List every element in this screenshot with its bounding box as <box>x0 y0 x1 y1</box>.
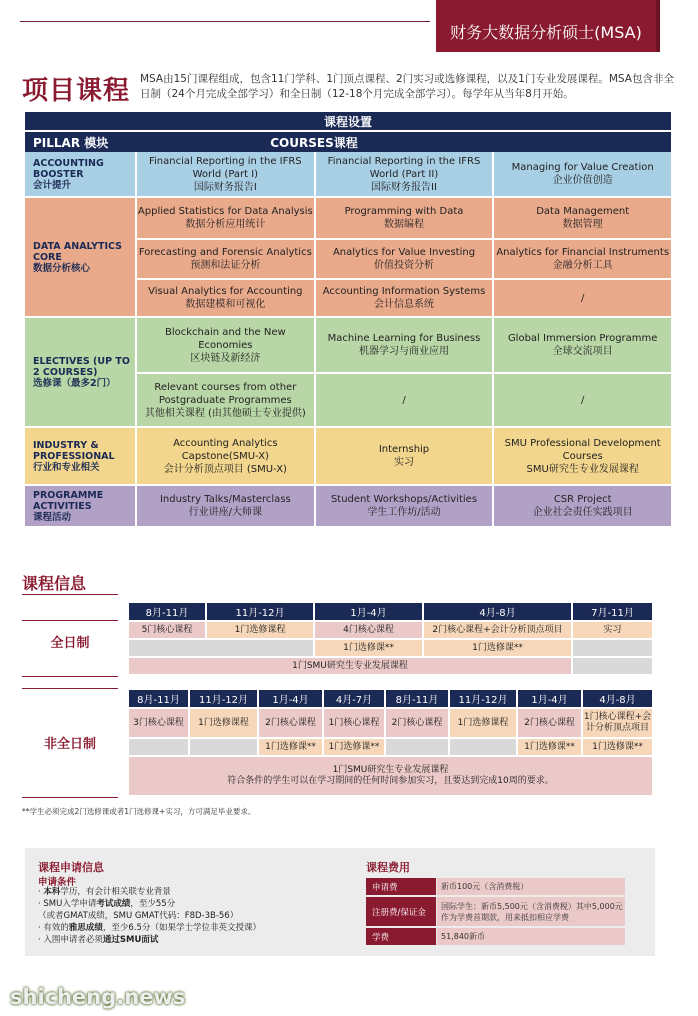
course-text: Industry Talks/Masterclass <box>159 494 291 505</box>
course-cell <box>137 374 314 426</box>
program-badge: 财务大数据分析硕士(MSA) <box>436 0 660 52</box>
month-header: 1月-4月 <box>518 690 581 707</box>
schedule-cell: 1门SMU研究生专业发展课程 <box>129 658 571 674</box>
schedule-rule <box>22 594 118 595</box>
course-cell <box>492 428 671 484</box>
pillar-header: PILLAR 模块 <box>33 135 109 150</box>
course-row <box>137 198 671 238</box>
month-header: 4月-8月 <box>583 690 652 707</box>
course-cell <box>137 280 314 316</box>
requirement-item: · 有效的雅思成绩，至少6.5分（如果学士学位非英文授课） <box>38 923 261 933</box>
course-text: Accounting Analytics Capstone(SMU-X) <box>173 437 278 462</box>
course-text: Machine Learning for Business <box>327 333 481 344</box>
pillar-label <box>25 486 135 526</box>
pillar-zh: 行业和专业相关 <box>33 461 100 473</box>
schedule-text: 符合条件的学生可以在学习期间的任何时间参加实习，且要达到完成10周的要求。 <box>227 776 554 786</box>
course-text: Internship <box>378 444 430 455</box>
month-header: 8月-11月 <box>386 690 448 707</box>
course-text: Programming with Data <box>344 206 464 217</box>
course-text: 机器学习与商业应用 <box>359 346 449 357</box>
schedule-blank <box>129 640 313 656</box>
course-cell <box>314 486 493 526</box>
schedule-cell: 2门核心课程 <box>386 709 448 737</box>
pillar-label <box>25 318 135 426</box>
course-text: 行业讲座/大师课 <box>188 507 263 518</box>
course-text: Financial Reporting in the IFRS World (Part I) <box>149 155 302 180</box>
schedule-cell: 1门选修课程 <box>450 709 516 737</box>
requirement-item: · 入围申请者必须通过SMU面试 <box>38 935 159 945</box>
parttime-rule-top <box>22 688 118 689</box>
pillar-zh: 会计提升 <box>33 179 72 191</box>
course-cell <box>137 240 314 278</box>
table-body <box>25 152 671 528</box>
pillar-group <box>25 318 671 428</box>
course-cell <box>137 428 314 484</box>
fee-label: 注册费/保证金 <box>366 897 436 926</box>
month-header: 1月-4月 <box>259 690 322 707</box>
month-header: 11月-12月 <box>450 690 516 707</box>
month-header: 7月-11月 <box>573 603 652 620</box>
table-subheader <box>25 132 671 152</box>
schedule-title: 课程信息 <box>22 574 87 593</box>
fee-label: 学费 <box>366 928 436 945</box>
course-cell <box>314 198 493 238</box>
schedule-cell: 1门选修课** <box>424 640 571 656</box>
course-text: / <box>580 394 585 406</box>
pillar-en: ELECTIVES (UP TO 2 COURSES) <box>33 355 130 378</box>
course-row <box>137 318 671 372</box>
schedule-cell <box>129 757 652 795</box>
schedule-blank <box>450 739 516 755</box>
course-text: 数据管理 <box>562 219 603 230</box>
schedule-cell: 1门选修课** <box>583 739 652 755</box>
fee-value: 51,840新币 <box>437 928 625 945</box>
course-text: Relevant courses from other Postgraduate Programmes <box>154 381 297 406</box>
course-text: Accounting Information Systems <box>322 286 486 297</box>
course-cell <box>137 198 314 238</box>
course-text: 价值投资分析 <box>374 260 434 271</box>
schedule-blank <box>386 739 448 755</box>
pillar-group <box>25 486 671 528</box>
course-text: Blockchain and the New Economies <box>164 326 286 351</box>
course-text: 会计分析顶点项目 (SMU-X) <box>163 463 287 475</box>
month-header: 8月-11月 <box>129 690 188 707</box>
schedule-cell: 1门选修课程 <box>207 622 313 638</box>
pillar-group <box>25 198 671 318</box>
course-row <box>137 152 671 196</box>
intro-text: MSA由15门课程组成，包含11门学科、1门顶点课程、2门实习或选修课程，以及1门专业发展课程。MSA包含非全日制（24个月完成全部学习）和全日制（12-18个月完成全部学习）。每学年从当年8月开始。 <box>140 73 674 100</box>
course-text: 学生工作坊/活动 <box>367 507 441 518</box>
pillar-en: ACCOUNTING BOOSTER <box>33 157 104 180</box>
course-text: Student Workshops/Activities <box>330 494 478 505</box>
page-title: 项目课程 <box>22 76 131 106</box>
course-text: 国际财务报告II <box>371 181 437 193</box>
schedule-blank <box>573 640 652 656</box>
pillar-group <box>25 152 671 198</box>
month-header: 4月-7月 <box>324 690 384 707</box>
courses-header: COURSES课程 <box>270 135 358 150</box>
schedule-cell: 2门核心课程 <box>259 709 322 737</box>
course-cell <box>137 152 314 196</box>
application-title: 课程申请信息 <box>38 861 104 874</box>
course-row <box>137 372 671 426</box>
course-cell <box>314 280 493 316</box>
course-text: Managing for Value Creation <box>511 162 654 173</box>
header-rule <box>20 21 430 22</box>
schedule-cell: 2门核心课程 <box>518 709 581 737</box>
course-text: / <box>402 394 406 406</box>
course-text: Data Management <box>536 206 630 217</box>
course-text: 预测和法证分析 <box>190 260 261 271</box>
course-text: 企业价值创造 <box>552 175 613 186</box>
course-cell <box>314 318 493 372</box>
course-cell <box>492 374 671 426</box>
pillar-group <box>25 428 671 486</box>
month-header: 8月-11月 <box>129 603 205 620</box>
course-text: 数据建模和可视化 <box>185 299 266 310</box>
fee-value: 国际学生：新币5,500元（含消费税）其中5,000元作为学费首期款，用来抵扣相应学费 <box>437 897 625 926</box>
schedule-blank <box>573 658 652 674</box>
course-text: 实习 <box>394 457 414 468</box>
table-header: 课程设置 <box>25 112 671 130</box>
requirements-title: 申请条件 <box>38 877 77 888</box>
schedule-cell: 1门选修课** <box>315 640 422 656</box>
course-text: Financial Reporting in the IFRS World (Part II) <box>327 155 481 180</box>
course-text: SMU研究生专业发展课程 <box>526 463 639 475</box>
course-text: 其他相关课程 (由其他硕士专业提供) <box>144 407 306 419</box>
schedule-cell: 2门核心课程+会计分析顶点项目 <box>424 622 571 638</box>
month-header: 11月-12月 <box>190 690 257 707</box>
footnote: **学生必须完成2门选修课或者1门选修课+实习，方可满足毕业要求。 <box>22 807 256 816</box>
course-table <box>25 112 671 528</box>
course-text: Applied Statistics for Data Analysis <box>137 206 313 217</box>
course-text: Analytics for Value Investing <box>332 247 476 258</box>
schedule-cell: 5门核心课程 <box>129 622 205 638</box>
course-cell <box>314 152 493 196</box>
course-text: 数据分析应用统计 <box>185 219 266 230</box>
course-cell <box>492 152 671 196</box>
course-cell <box>492 318 671 372</box>
course-row <box>137 278 671 316</box>
schedule-text: 1门SMU研究生专业发展课程 <box>332 765 449 775</box>
parttime-label: 非全日制 <box>43 737 96 752</box>
fulltime-rule-top <box>22 620 118 621</box>
pillar-zh: 课程活动 <box>33 511 72 523</box>
course-cell <box>314 428 493 484</box>
course-cell <box>314 374 493 426</box>
course-cell <box>314 240 493 278</box>
course-text: 国际财务报告I <box>193 181 257 193</box>
pillar-label <box>25 428 135 484</box>
course-cell <box>137 486 314 526</box>
pillar-zh: 数据分析核心 <box>33 262 91 274</box>
schedule-cell: 1门选修课** <box>518 739 581 755</box>
course-row <box>137 486 671 526</box>
fulltime-rule-bottom <box>22 676 118 677</box>
course-text: Analytics for Financial Instruments <box>496 247 670 258</box>
schedule-blank <box>190 739 257 755</box>
schedule-cell: 1门选修课程 <box>190 709 257 737</box>
course-cell <box>492 486 671 526</box>
course-cell <box>492 198 671 238</box>
course-cell <box>492 280 671 316</box>
pillar-zh: 选修课（最多2门） <box>33 377 116 389</box>
schedule-cell: 1门选修课** <box>259 739 322 755</box>
course-text: 金融分析工具 <box>552 260 613 271</box>
course-cell <box>137 318 314 372</box>
course-text: 数据编程 <box>384 219 424 230</box>
pillar-label <box>25 198 135 316</box>
requirement-item: （或者GMAT成绩，SMU GMAT代码：F8D-3B-56） <box>38 911 239 921</box>
course-text: / <box>580 292 585 304</box>
schedule-cell: 1门核心课程+会计分析顶点项目 <box>583 709 652 737</box>
course-row <box>137 238 671 278</box>
course-text: 会计信息系统 <box>374 299 434 310</box>
course-text: SMU Professional Development Courses <box>504 437 661 462</box>
schedule-cell: 3门核心课程 <box>129 709 188 737</box>
month-header: 11月-12月 <box>207 603 313 620</box>
fee-value: 新币100元（含消费税） <box>437 878 625 895</box>
watermark: shicheng.news <box>10 985 186 1009</box>
course-text: CSR Project <box>553 494 612 505</box>
pillar-en: PROGRAMME ACTIVITIES <box>33 489 104 512</box>
parttime-rule-bottom <box>22 797 118 798</box>
course-text: 全球交流项目 <box>552 346 613 357</box>
schedule-cell: 1门选修课** <box>324 739 384 755</box>
requirements-list <box>38 886 261 946</box>
fee-label: 申请费 <box>366 878 436 895</box>
pillar-en: INDUSTRY & PROFESSIONAL <box>33 439 115 462</box>
schedule-cell: 4门核心课程 <box>315 622 422 638</box>
pillar-en: DATA ANALYTICS CORE <box>33 240 123 263</box>
month-header: 1月-4月 <box>315 603 422 620</box>
month-header: 4月-8月 <box>424 603 571 620</box>
requirement-item: · 本科学历，有会计相关联专业背景 <box>38 887 171 897</box>
course-text: Global Immersion Programme <box>507 333 658 344</box>
course-text: Visual Analytics for Accounting <box>148 286 303 297</box>
schedule-cell: 1门核心课程 <box>324 709 384 737</box>
requirement-item: · SMU入学申请考试成绩，至少55分 <box>38 899 176 909</box>
pillar-label <box>25 152 135 196</box>
course-text: Forecasting and Forensic Analytics <box>138 247 312 258</box>
course-text: 区块链及新经济 <box>190 352 261 364</box>
course-row <box>137 428 671 484</box>
schedule-blank <box>129 739 188 755</box>
course-text: 企业社会责任实践项目 <box>532 507 633 518</box>
schedule-cell: 实习 <box>573 622 652 638</box>
fulltime-label: 全日制 <box>50 636 90 651</box>
fees-title: 课程费用 <box>366 861 410 874</box>
course-cell <box>492 240 671 278</box>
